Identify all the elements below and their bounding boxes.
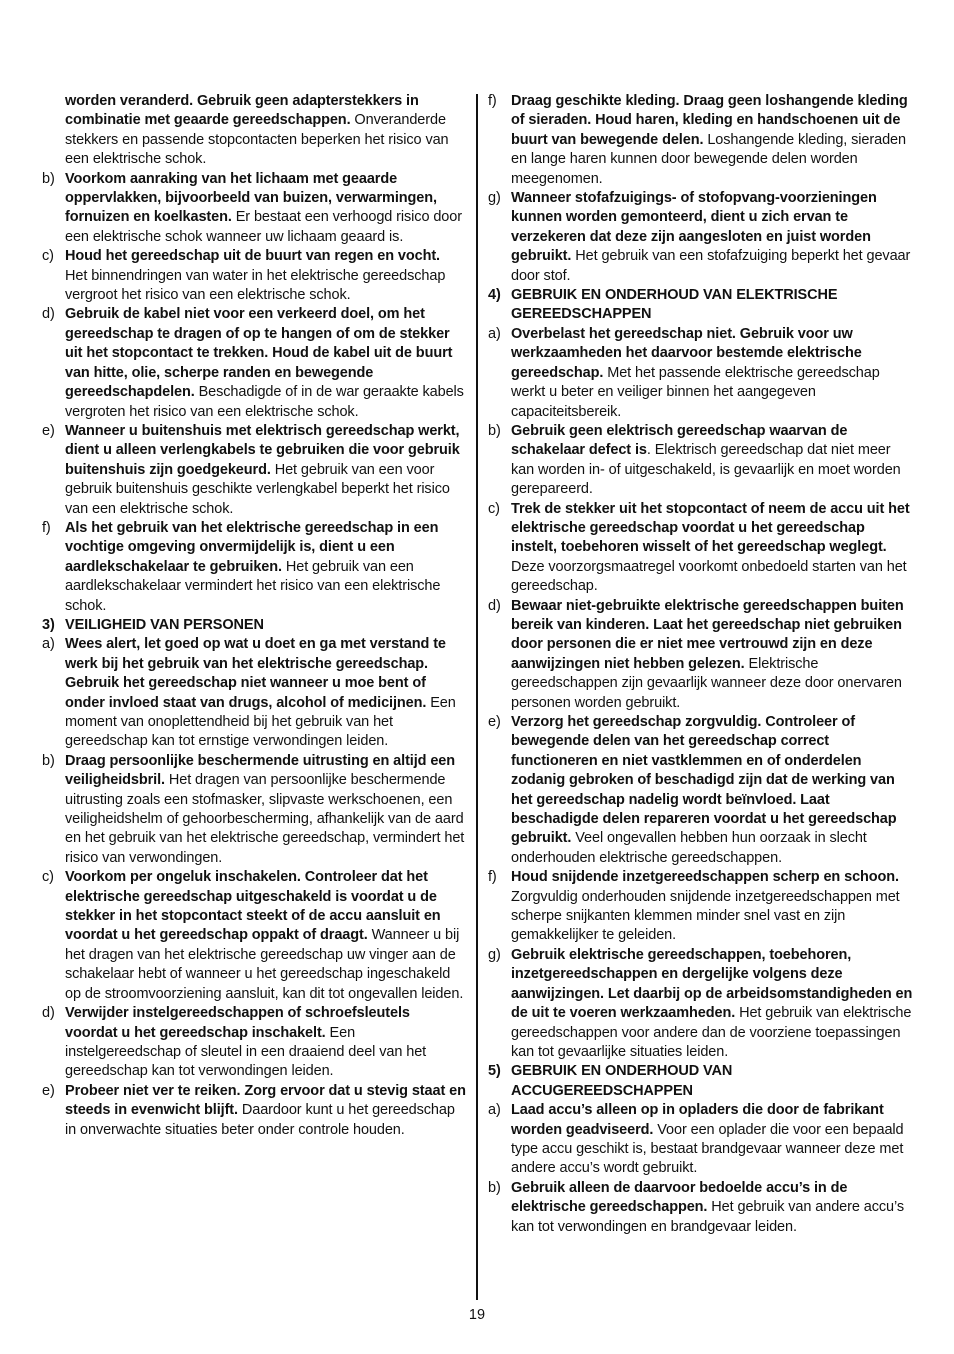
section-heading <box>42 616 466 635</box>
item-explanation: Met het passende elektrische gereedschap werkt u beter en veiliger binnen het aangegeven capaciteitsbereik. <box>511 364 880 420</box>
list-item <box>488 189 914 286</box>
item-explanation: Het gebruik van een stofafzuiging beperkt het gevaar door stof. <box>511 248 911 284</box>
item-marker: b) <box>488 1179 501 1196</box>
list-item <box>488 422 914 500</box>
list-item <box>42 170 466 248</box>
item-explanation: Een instelgereedschap of sleutel in een draaiend deel van het gereedschap kan tot verwondingen leiden. <box>65 1024 427 1080</box>
item-instruction: Verzorg het gereedschap zorgvuldig. Controleer of bewegende delen van het gereedschap correct functioneren en niet vastklemmen en of onderdelen zodanig gebroken of beschadigd zijn dat de werking van het gereedschap nadelig wordt beïnvloed. Laat beschadigde delen repareren voordat u het gereedschap gebruikt. <box>511 714 897 847</box>
item-instruction: Voorkom aanraking van het lichaam met geaarde oppervlakken, bijvoorbeeld van buizen, verwarmingen, fornuizen en koelkasten. <box>65 170 437 226</box>
list-item <box>42 305 466 421</box>
item-explanation: Onveranderde stekkers en passende stopcontacten beperken het risico van een elektrische schok. <box>65 112 449 168</box>
item-marker: 3) <box>42 616 55 633</box>
item-marker: f) <box>488 93 497 109</box>
item-marker: 5) <box>488 1063 501 1080</box>
item-instruction: Gebruik de kabel niet voor een verkeerd doel, om het gereedschap te dragen of op te hangen of om de stekker uit het stopcontact te trekken. Houd de kabel uit de buurt van hitte, olie, scherpe randen en bewegende gereedschapdelen. <box>65 306 453 401</box>
item-marker: c) <box>488 500 500 517</box>
item-explanation: Het gebruik van een aardlekschakelaar vermindert het risico van een elektrische schok. <box>65 558 441 614</box>
section-heading-text: GEBRUIK EN ONDERHOUD VAN ELEKTRISCHE GEREEDSCHAPPEN <box>511 287 838 323</box>
item-instruction: Wees alert, let goed op wat u doet en ga met verstand te werk bij het gebruik van het elektrische gereedschap. Gebruik het gereedschap niet wanneer u moe bent of onder invloed staat van drugs, alcohol of medicijnen. <box>65 636 446 711</box>
item-instruction: Voorkom per ongeluk inschakelen. Controleer dat het elektrische gereedschap uitgeschakeld is voordat u de stekker in het stopcontact steekt of de accu aansluit en voordat u het gereedschap oppakt of draagt. <box>65 869 441 944</box>
item-instruction: Draag geschikte kleding. Draag geen loshangende kleding of sieraden. Houd haren, kleding en handschoenen uit de buurt van bewegende delen. <box>511 93 908 148</box>
list-item <box>42 519 466 616</box>
list-item <box>42 1082 466 1140</box>
item-explanation: Het dragen van persoonlijke beschermende uitrusting zoals een stofmasker, slipvaste werkschoenen, een veiligheidshelm of gehoorbescherming, afhankelijk van de aard en het gebruik van het elektrische gereedschap, vermindert het risico van verwondingen. <box>65 772 465 866</box>
item-explanation: Een moment van onoplettendheid bij het gebruik van het gereedschap kan tot ernstige verwondingen leiden. <box>65 694 456 750</box>
item-marker: d) <box>42 1005 55 1022</box>
item-marker: c) <box>42 248 54 265</box>
right-column <box>488 92 914 1237</box>
item-marker: a) <box>488 1102 501 1119</box>
list-item <box>42 1004 466 1082</box>
item-instruction: Gebruik alleen de daarvoor bedoelde accu’s in de elektrische gereedschappen. <box>511 1179 848 1216</box>
item-instruction: Gebruik elektrische gereedschappen, toebehoren, inzetgereedschappen en dergelijke volgens deze aanwijzingen. Let daarbij op de arbeidsomstandigheden en de uit te voeren werkzaamheden. <box>511 946 913 1022</box>
item-explanation: Het gebruik van een voor gebruik buitenshuis geschikte verlengkabel beperkt het risico van een elektrische schok. <box>65 461 450 517</box>
item-explanation: Loshangende kleding, sieraden en lange haren kunnen door bewegende delen worden meegenomen. <box>511 131 906 187</box>
item-marker: e) <box>42 422 55 439</box>
item-instruction: Overbelast het gereedschap niet. Gebruik voor uw werkzaamheden het daarvoor bestemde elektrische gereedschap. <box>511 325 862 381</box>
item-explanation: Het binnendringen van water in het elektrische gereedschap vergroot het risico van een elektrische schok. <box>65 267 446 304</box>
list-item <box>42 92 466 170</box>
list-item <box>488 597 914 713</box>
section-heading-text: GEBRUIK EN ONDERHOUD VAN ACCUGEREEDSCHAPPEN <box>511 1063 733 1099</box>
list-item <box>488 92 914 189</box>
left-column <box>42 92 466 1140</box>
item-explanation: Voor een oplader die voor een bepaald type accu geschikt is, bestaat brandgevaar wanneer deze met andere accu’s wordt gebruikt. <box>511 1121 904 1177</box>
item-instruction: Wanneer u buitenshuis met elektrisch gereedschap werkt, dient u alleen verlengkabels te gebruiken die voor gebruik buitenshuis zijn goedgekeurd. <box>65 422 460 478</box>
item-explanation: Beschadigde of in de war geraakte kabels vergroten het risico van een elektrische schok. <box>65 384 464 420</box>
list-item <box>42 635 466 751</box>
section-heading <box>488 286 914 325</box>
item-explanation: Wanneer u bij het dragen van het elektrische gereedschap uw vinger aan de schakelaar hebt of wanneer u het gereedschap ingeschakeld op de stroomvoorziening aansluit, kan dit tot ongevallen leiden. <box>65 927 464 1002</box>
list-item <box>42 868 466 1004</box>
item-explanation: . Elektrisch gereedschap dat niet meer kan worden in- of uitgeschakeld, is gevaarlijk en moet worden gerepareerd. <box>511 442 901 498</box>
item-marker: b) <box>42 752 55 769</box>
item-explanation: Veel ongevallen hebben hun oorzaak in slecht onderhouden elektrische gereedschappen. <box>511 830 867 866</box>
item-explanation: Elektrische gereedschappen zijn gevaarlijk wanneer deze door onervaren personen worden gebruikt. <box>511 655 902 711</box>
page-number: 19 <box>468 1307 486 1323</box>
item-marker: f) <box>488 869 497 886</box>
list-item <box>488 868 914 946</box>
item-explanation: Zorgvuldig onderhouden snijdende inzetgereedschappen met scherpe snijkanten klemmen minder snel vast en zijn gemakkelijker te geleiden. <box>511 888 900 944</box>
item-instruction: Gebruik geen elektrisch gereedschap waarvan de schakelaar defect is <box>511 422 848 459</box>
item-instruction: Verwijder instelgereedschappen of schroefsleutels voordat u het gereedschap inschakelt. <box>65 1005 410 1041</box>
list-item <box>42 752 466 868</box>
item-marker: g) <box>488 946 501 963</box>
list-item <box>42 422 466 519</box>
item-explanation: Er bestaat een verhoogd risico door een elektrische schok wanneer uw lichaam geaard is. <box>65 209 462 245</box>
item-marker: d) <box>488 597 501 614</box>
item-instruction: Trek de stekker uit het stopcontact of neem de accu uit het elektrische gereedschap voordat u het gereedschap instelt, toebehoren wisselt of het gereedschap weglegt. <box>511 500 910 556</box>
item-marker: d) <box>42 306 55 323</box>
list-item <box>488 1101 914 1179</box>
item-instruction: Bewaar niet-gebruikte elektrische gereedschappen buiten bereik van kinderen. Laat het gereedschap niet gebruiken door personen die er niet mee vertrouwd zijn en deze aanwijzingen niet hebben gelezen. <box>511 597 904 672</box>
item-marker: a) <box>42 636 55 653</box>
item-instruction: Probeer niet ver te reiken. Zorg ervoor dat u stevig staat en steeds in evenwicht blijft. <box>65 1082 466 1119</box>
column-divider <box>476 94 478 1300</box>
item-marker: c) <box>42 869 54 886</box>
list-item <box>488 713 914 868</box>
list-item <box>488 500 914 597</box>
item-instruction: Draag persoonlijke beschermende uitrusting en altijd een veiligheidsbril. <box>65 752 456 789</box>
item-instruction: Houd het gereedschap uit de buurt van regen en vocht. <box>65 248 440 265</box>
item-marker: b) <box>42 170 55 187</box>
item-explanation: Deze voorzorgsmaatregel voorkomt onbedoeld starten van het gereedschap. <box>511 558 907 595</box>
item-marker: f) <box>42 519 51 536</box>
list-item <box>42 247 466 305</box>
item-marker: a) <box>488 325 501 342</box>
list-item <box>488 946 914 1062</box>
item-explanation: Het gebruik van elektrische gereedschappen voor andere dan de voorziene toepassingen kan tot gevaarlijke situaties leiden. <box>511 1005 912 1060</box>
section-heading <box>488 1062 914 1101</box>
item-explanation: Het gebruik van andere accu’s kan tot verwondingen en brandgevaar leiden. <box>511 1199 905 1235</box>
item-instruction: Als het gebruik van het elektrische gereedschap in een vochtige omgeving onvermijdelijk is, dient u een aardlekschakelaar te gebruiken. <box>65 519 439 575</box>
item-marker: 4) <box>488 287 501 304</box>
item-instruction: Laad accu’s alleen op in opladers die door de fabrikant worden geadviseerd. <box>511 1102 884 1138</box>
item-instruction: Wanneer stofafzuigings- of stofopvang-voorzieningen kunnen worden gemonteerd, dient u zich ervan te verzekeren dat deze zijn aangesloten en juist worden gebruikt. <box>511 190 877 265</box>
list-item <box>488 325 914 422</box>
item-marker: b) <box>488 422 501 439</box>
item-marker: e) <box>42 1082 55 1099</box>
section-heading-text: VEILIGHEID VAN PERSONEN <box>65 616 264 633</box>
item-instruction: worden veranderd. Gebruik geen adapterstekkers in combinatie met geaarde gereedschappen. <box>65 93 419 129</box>
list-item <box>488 1179 914 1237</box>
item-marker: g) <box>488 190 501 207</box>
item-explanation: Daardoor kunt u het gereedschap in onverwachte situaties beter onder controle houden. <box>65 1102 455 1138</box>
item-instruction: Houd snijdende inzetgereedschappen scherp en schoon. <box>511 869 899 886</box>
item-marker: e) <box>488 714 501 730</box>
